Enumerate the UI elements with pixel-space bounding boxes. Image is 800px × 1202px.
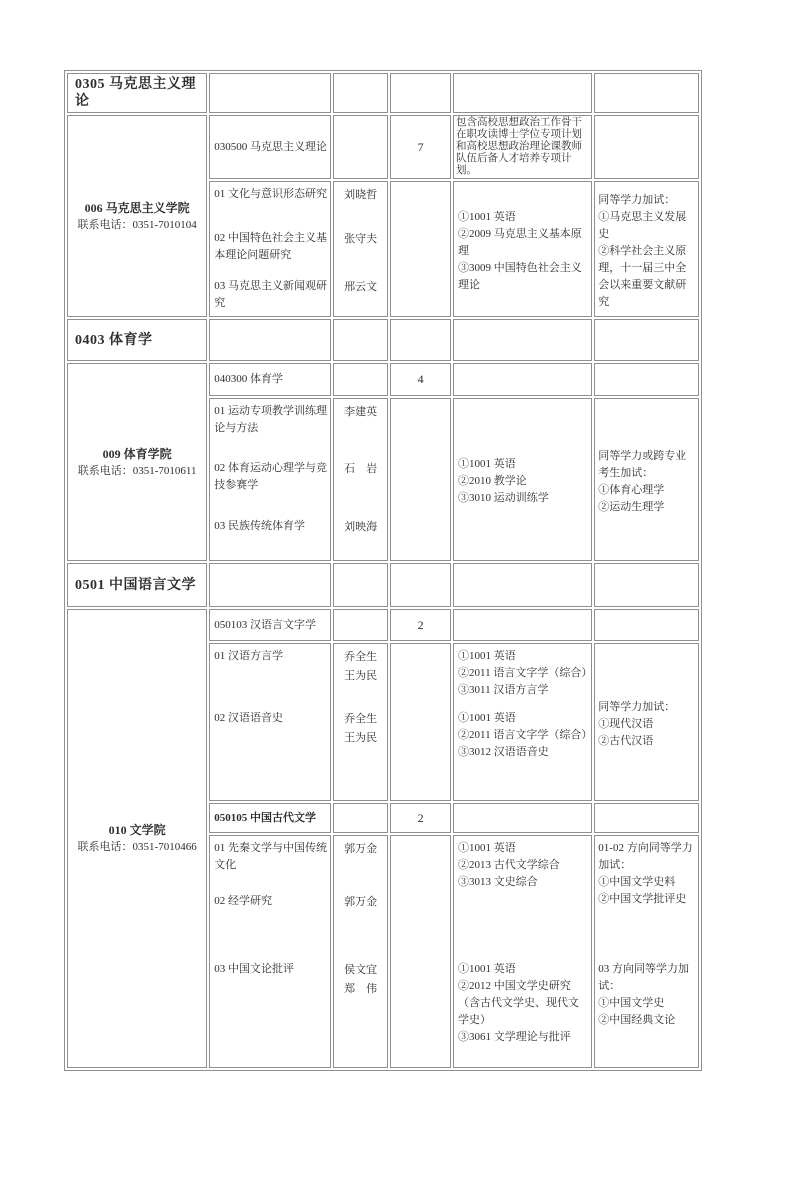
empty-cell [453, 73, 592, 113]
empty-cell [333, 803, 388, 833]
directions-cell [209, 398, 331, 561]
advisor-name: 刘映海 [344, 521, 378, 533]
college-phone: 联系电话：0351-7010104 [77, 218, 197, 231]
direction-item: 02 中国特色社会主义基本理论问题研究 [214, 232, 327, 261]
section-header-0403: 0403 体育学 [67, 319, 207, 361]
note-line: 03 方向同等学力加试： [598, 963, 690, 992]
enroll-count: 2 [390, 803, 451, 833]
empty-cell [333, 363, 388, 396]
note-line: ①现代汉语 [598, 717, 654, 730]
exam-subject: ③3010 运动训练学 [458, 492, 549, 504]
note-line: ②运动生理学 [598, 500, 665, 513]
advisors-cell [333, 835, 388, 1068]
empty-cell [333, 115, 388, 179]
note-line: ①体育心理学 [598, 483, 665, 496]
empty-cell [390, 643, 451, 801]
enroll-count: 4 [390, 363, 451, 396]
notes-cell [594, 835, 699, 1068]
exam-subject: ②2013 古代文学综合 [458, 859, 560, 871]
empty-cell [594, 609, 699, 641]
college-phone: 联系电话：0351-7010466 [77, 841, 197, 853]
empty-cell [209, 73, 331, 113]
exam-subject: ①1001 英语 [458, 458, 516, 470]
major-title-030500: 030500 马克思主义理论 [209, 115, 331, 179]
note-line: ②古代汉语 [598, 734, 654, 747]
empty-cell [594, 73, 699, 113]
exam-subject: ③3013 文史综合 [458, 876, 538, 888]
note-line: ②中国经典文论 [598, 1014, 676, 1026]
enroll-count: 2 [390, 609, 451, 641]
enroll-count: 7 [390, 115, 451, 179]
notes-cell [594, 643, 699, 801]
section-header-row [67, 73, 699, 113]
exam-subject: ①1001 英语 [458, 650, 516, 662]
advisor-name: 刘晓哲 [344, 189, 378, 201]
exam-subjects-cell [453, 398, 592, 561]
empty-cell [390, 319, 451, 361]
exam-subject: ①1001 英语 [458, 963, 516, 975]
exam-subjects-cell [453, 835, 592, 1068]
exam-subject: ②2011 语言文字学（综合） [458, 729, 593, 741]
exam-subject: ③3012 汉语语音史 [458, 746, 549, 758]
empty-cell [333, 73, 388, 113]
note-line: 同等学力或跨专业考生加试： [598, 449, 687, 479]
section-header-row [67, 563, 699, 607]
note-line: 同等学力加试： [598, 193, 676, 206]
exam-subject: ①1001 英语 [458, 712, 516, 724]
empty-cell [594, 363, 699, 396]
advisor-name: 邢云文 [344, 281, 378, 293]
empty-cell [333, 609, 388, 641]
college-name: 009 体育学院 [102, 446, 172, 461]
empty-cell [453, 563, 592, 607]
major-title-050103: 050103 汉语言文字学 [209, 609, 331, 641]
empty-cell [594, 115, 699, 179]
advisors-cell [333, 643, 388, 801]
advisor-name: 郭万金 [344, 896, 378, 908]
exam-subject: ②2010 教学论 [458, 475, 527, 487]
exam-subject: ①1001 英语 [458, 842, 516, 854]
empty-cell [390, 181, 451, 317]
direction-item: 01 汉语方言学 [214, 650, 283, 662]
direction-item: 03 中国文论批评 [214, 963, 294, 975]
empty-cell [594, 803, 699, 833]
major-remark: 包含高校思想政治工作骨干在职攻读博士学位专项计划和高校思想政治理论课教师队伍后备人才培养专项计划。 [453, 115, 592, 179]
college-name: 006 马克思主义学院 [84, 200, 190, 215]
direction-item: 02 经学研究 [214, 895, 272, 907]
note-line: 同等学力加试： [598, 700, 676, 713]
empty-cell [453, 609, 592, 641]
empty-cell [209, 563, 331, 607]
empty-cell [333, 563, 388, 607]
directions-cell [209, 835, 331, 1068]
note-line: 01-02 方向同等学力加试： [598, 842, 693, 871]
advisor-name: 乔全生 [344, 713, 378, 725]
exam-subject: ②2011 语言文字学（综合） [458, 667, 593, 679]
notes-cell [594, 181, 699, 317]
advisor-name: 石 岩 [344, 463, 378, 475]
note-line: ①中国文学史 [598, 997, 665, 1009]
exam-subjects-cell [453, 643, 592, 801]
major-title-040300: 040300 体育学 [209, 363, 331, 396]
advisor-name: 李建英 [344, 406, 378, 418]
advisor-name: 侯文宜 [344, 964, 378, 976]
empty-cell [594, 563, 699, 607]
note-line: ①中国文学史料 [598, 876, 676, 888]
advisor-name: 王为民 [344, 732, 378, 744]
note-line: ①马克思主义发展史 [598, 210, 687, 240]
exam-subject: ②2009 马克思主义基本原理 [458, 227, 582, 257]
section-header-0305: 0305 马克思主义理论 [67, 73, 207, 113]
advisor-name: 张守夫 [344, 233, 378, 245]
direction-item: 03 马克思主义新闻观研究 [214, 280, 327, 309]
direction-item: 01 运动专项教学训练理论与方法 [214, 405, 327, 434]
exam-subjects-cell [453, 181, 592, 317]
note-line: ②科学社会主义原理，十一届三中全会以来重要文献研究 [598, 244, 687, 308]
college-cell-010 [67, 609, 207, 1068]
direction-item: 02 汉语语音史 [214, 712, 283, 724]
major-row [67, 115, 699, 179]
empty-cell [390, 563, 451, 607]
empty-cell [390, 73, 451, 113]
direction-item: 02 体育运动心理学与竞技参赛学 [214, 462, 327, 491]
directions-cell [209, 643, 331, 801]
advisor-name: 乔全生 [344, 651, 378, 663]
exam-subject: ①1001 英语 [458, 210, 516, 223]
admissions-catalog-table [64, 70, 702, 1071]
empty-cell [453, 803, 592, 833]
exam-subject: ②2012 中国文学史研究（含古代文学史、现代文学史） [458, 980, 580, 1026]
major-row [67, 363, 699, 396]
advisors-cell [333, 181, 388, 317]
empty-cell [594, 319, 699, 361]
exam-subject: ③3061 文学理论与批评 [458, 1031, 571, 1043]
direction-item: 01 先秦文学与中国传统文化 [214, 842, 327, 871]
section-header-row [67, 319, 699, 361]
advisors-cell [333, 398, 388, 561]
empty-cell [333, 319, 388, 361]
college-name: 010 文学院 [108, 823, 166, 837]
empty-cell [453, 363, 592, 396]
direction-item: 03 民族传统体育学 [214, 520, 305, 532]
empty-cell [390, 835, 451, 1068]
major-title-050105: 050105 中国古代文学 [209, 803, 331, 833]
note-line: ②中国文学批评史 [598, 893, 687, 905]
exam-subject: ③3011 汉语方言学 [458, 684, 549, 696]
exam-subject: ③3009 中国特色社会主义理论 [458, 261, 582, 291]
section-header-0501: 0501 中国语言文学 [67, 563, 207, 607]
directions-cell [209, 181, 331, 317]
advisor-name: 郭万金 [344, 843, 378, 855]
college-phone: 联系电话：0351-7010611 [77, 464, 197, 477]
empty-cell [390, 398, 451, 561]
empty-cell [453, 319, 592, 361]
advisor-name: 王为民 [344, 670, 378, 682]
advisor-name: 郑 伟 [344, 983, 378, 995]
major-row [67, 609, 699, 641]
college-cell-006 [67, 115, 207, 317]
empty-cell [209, 319, 331, 361]
college-cell-009 [67, 363, 207, 561]
direction-item: 01 文化与意识形态研究 [214, 188, 327, 200]
notes-cell [594, 398, 699, 561]
